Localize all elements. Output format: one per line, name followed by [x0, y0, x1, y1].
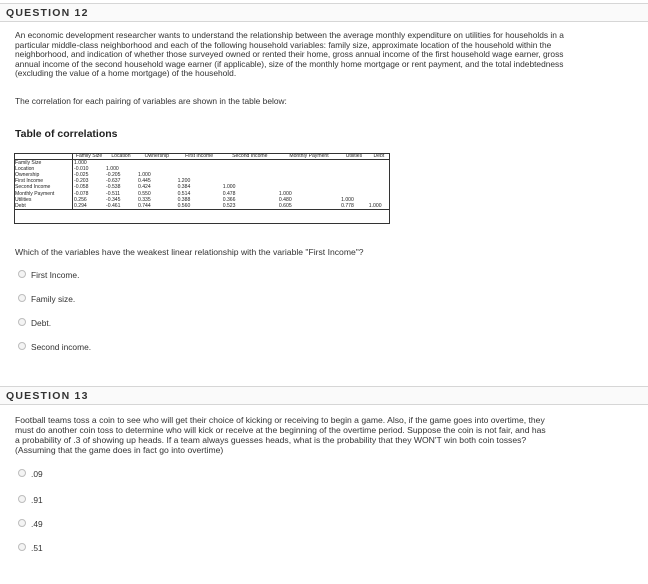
table-cell: 1.000 [368, 203, 390, 210]
intro-line: (excluding the value of a home mortgage) of the household. [15, 68, 237, 79]
text-line: Football teams toss a coin to see who will get their choice of kicking or receiving to begin a game. Also, if the game goes into overtime, they [15, 415, 545, 425]
correlation-table [14, 153, 390, 210]
table-cell: -0.538 [106, 184, 121, 191]
table-cell: -0.058 [74, 184, 89, 191]
table-cell [105, 160, 137, 167]
option-label: .49 [31, 519, 43, 529]
intro-line: neighborhood, and indication of whether those surveyed owned or rented their home, gross annual income of the first household wage earner, gross [15, 49, 564, 60]
table-row [14, 203, 390, 210]
table-cell: 0.744 [137, 203, 177, 210]
question-13-title: QUESTION 13 [6, 390, 89, 402]
column-header: Family Size [73, 153, 106, 160]
radio-button[interactable] [18, 519, 26, 527]
table-cell: 0.384 [177, 184, 191, 191]
intro-line: particular middle-class neighborhood and each of the following household variables: family size, approximate location of the household within the [15, 39, 552, 50]
radio-button[interactable] [18, 318, 26, 326]
table-cell: 1.200 [177, 178, 191, 185]
table-cell: -0.461 [105, 203, 137, 210]
intro-line: annual income of the second household wage earner (if applicable), size of the monthly home mortgage or rent payment, and the total indebtedness [15, 58, 564, 69]
row-label: Location [14, 166, 73, 172]
table-cell [278, 160, 340, 167]
text-line: (Assuming that the game does in fact go into overtime) [15, 445, 224, 455]
column-header: Utilities [340, 153, 368, 160]
radio-button[interactable] [18, 270, 26, 278]
table-cell: 0.478 [222, 190, 236, 197]
table-cell: 1.000 [106, 166, 119, 173]
table-cell: 0.605 [278, 203, 340, 210]
table-cell: 0.778 [340, 203, 368, 210]
intro-line: An economic development researcher wants to understand the relationship between the average monthly expenditure on utilities for households in a [15, 30, 564, 40]
column-header: Location [105, 153, 137, 160]
table-cell [137, 160, 177, 167]
table-body [14, 160, 390, 210]
table-cell: -0.205 [106, 172, 121, 179]
table-row [14, 160, 390, 167]
table-cell: -0.010 [74, 166, 89, 173]
option-label: .09 [31, 469, 43, 479]
question-12-intro [15, 31, 595, 79]
question-12-title: QUESTION 12 [6, 7, 89, 19]
table-cell [368, 160, 390, 167]
table-cell: 1.000 [341, 196, 354, 203]
text-line: must do another coin toss to determine who will kick or receive at the beginning of the overtime period. Suppose the coin is not fair, and has [15, 425, 546, 435]
table-cell: 0.445 [137, 178, 151, 185]
column-header: Ownership [137, 153, 177, 160]
radio-button[interactable] [18, 469, 26, 477]
table-title: Table of correlations [15, 128, 118, 140]
column-header: Second Income [222, 153, 278, 160]
option-label: .91 [31, 495, 43, 505]
table-corner [14, 153, 73, 160]
row-label: Monthly Payment [14, 191, 73, 197]
table-cell: -0.025 [74, 172, 89, 179]
table-cell: 1.000 [222, 184, 236, 191]
table-header-row [14, 153, 390, 160]
table-cell: 0.514 [177, 190, 191, 197]
table-cell: 0.560 [177, 203, 222, 210]
option-label: Second income. [31, 342, 92, 352]
option-label: .51 [31, 543, 43, 553]
question-12-prompt: Which of the variables have the weakest linear relationship with the variable "First Income"? [15, 247, 364, 257]
column-header: First Income [177, 153, 222, 160]
table-cell: 1.000 [137, 172, 151, 179]
table-cell: 1.000 [74, 160, 87, 167]
text-line: a probability of .3 of showing up heads. If a team always guesses heads, what is the probability that they WON'T win both coin tosses? [15, 435, 527, 445]
row-label: Family Size [14, 160, 73, 167]
column-header: Debt [368, 153, 390, 160]
table-cell: -0.511 [106, 190, 121, 197]
table-cell: 0.335 [137, 196, 151, 203]
table-cell: 0.256 [74, 196, 87, 203]
table-cell [177, 160, 222, 167]
table-cell [222, 160, 278, 167]
row-label: Utilities [14, 197, 73, 203]
radio-button[interactable] [18, 294, 26, 302]
row-label: Ownership [14, 172, 73, 178]
table-cell: 0.294 [73, 203, 106, 210]
table-cell: 0.550 [137, 190, 151, 197]
table-cell: -0.203 [74, 178, 89, 185]
row-label: Second Income [14, 184, 73, 190]
radio-button[interactable] [18, 543, 26, 551]
radio-button[interactable] [18, 342, 26, 350]
table-cell: 0.388 [177, 196, 191, 203]
radio-button[interactable] [18, 495, 26, 503]
option-label: First Income. [31, 270, 80, 280]
option-label: Family size. [31, 294, 76, 304]
table-cell: -0.345 [106, 196, 121, 203]
option-label: Debt. [31, 318, 52, 328]
column-header: Monthly Payment [278, 153, 340, 160]
table-cell: 0.366 [222, 196, 236, 203]
question-13-text [15, 415, 623, 455]
table-cell: 0.480 [278, 196, 292, 203]
question-12-note: The correlation for each pairing of variables are shown in the table below: [15, 96, 287, 106]
row-label: First Income [14, 178, 73, 184]
table-cell: -0.637 [106, 178, 121, 185]
question-13-header [0, 386, 648, 405]
table-cell: -0.078 [74, 190, 89, 197]
table-cell [340, 160, 368, 167]
question-12-header [0, 3, 648, 22]
table-cell: 1.000 [278, 190, 292, 197]
row-label: Debt [14, 203, 73, 210]
table-cell: 0.424 [137, 184, 151, 191]
table-cell: 0.523 [222, 203, 278, 210]
